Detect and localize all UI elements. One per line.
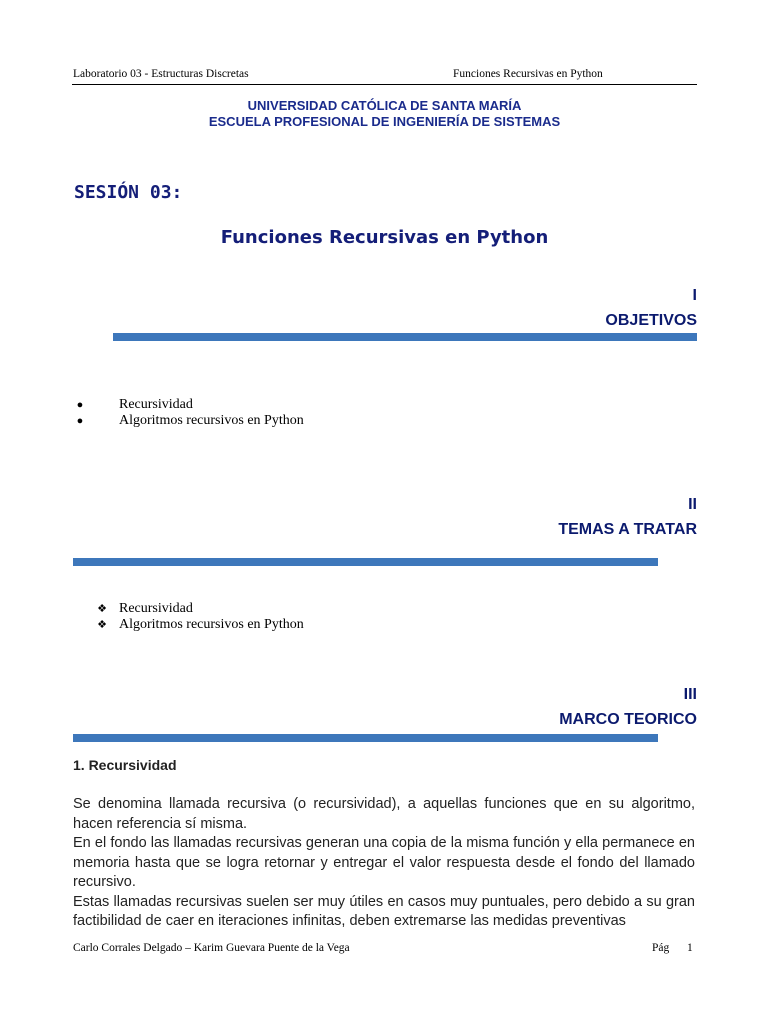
section-number-temas: II [688, 496, 697, 513]
header-right-text: Funciones Recursivas en Python [453, 68, 603, 80]
page-title: Funciones Recursivas en Python [220, 227, 549, 248]
dot-bullet-icon: ● [76, 399, 84, 411]
paragraph: En el fondo las llamadas recursivas generan una copia de la misma función y ella permanece en memoria hasta que se logra retornar y entregar el valor respuesta desde el fondo del llamado recursivo. [73, 835, 695, 890]
paragraph: Estas llamadas recursivas suelen ser muy útiles en casos muy puntuales, pero debido a su gran factibilidad de caer en iteraciones infinitas, deben extremarse las medidas preventivas [73, 893, 695, 929]
subheading-recursividad: 1. Recursividad [73, 757, 177, 773]
body-text [73, 795, 695, 932]
dot-bullet-icon: ● [76, 415, 84, 427]
session-label: SESIÓN 03: [74, 182, 183, 203]
diamond-bullet-icon: ❖ [97, 619, 107, 631]
section-number-marco: III [683, 686, 697, 703]
paragraph: Se denomina llamada recursiva (o recursividad), a aquellas funciones que en su algoritmo, hacen referencia sí misma. [73, 796, 695, 832]
section-title-objetivos: OBJETIVOS [605, 312, 697, 329]
footer-page-number: 1 [687, 942, 693, 954]
diamond-bullet-icon: ❖ [97, 603, 107, 615]
university-name: UNIVERSIDAD CATÓLICA DE SANTA MARÍA [247, 98, 522, 113]
school-name: ESCUELA PROFESIONAL DE INGENIERÍA DE SISTEMAS [208, 114, 561, 129]
section-number-objetivos: I [692, 287, 697, 304]
header-rule [72, 84, 697, 85]
section-title-temas: TEMAS A TRATAR [558, 521, 697, 538]
header-left-text: Laboratorio 03 - Estructuras Discretas [73, 68, 249, 80]
section-title-marco: MARCO TEORICO [559, 711, 697, 728]
section-divider-objetivos [113, 333, 697, 341]
section-divider-marco [73, 734, 658, 742]
footer-authors: Carlo Corrales Delgado – Karim Guevara Puente de la Vega [73, 942, 350, 954]
section-divider-temas [73, 558, 658, 566]
footer-page-label: Pág [652, 942, 670, 954]
